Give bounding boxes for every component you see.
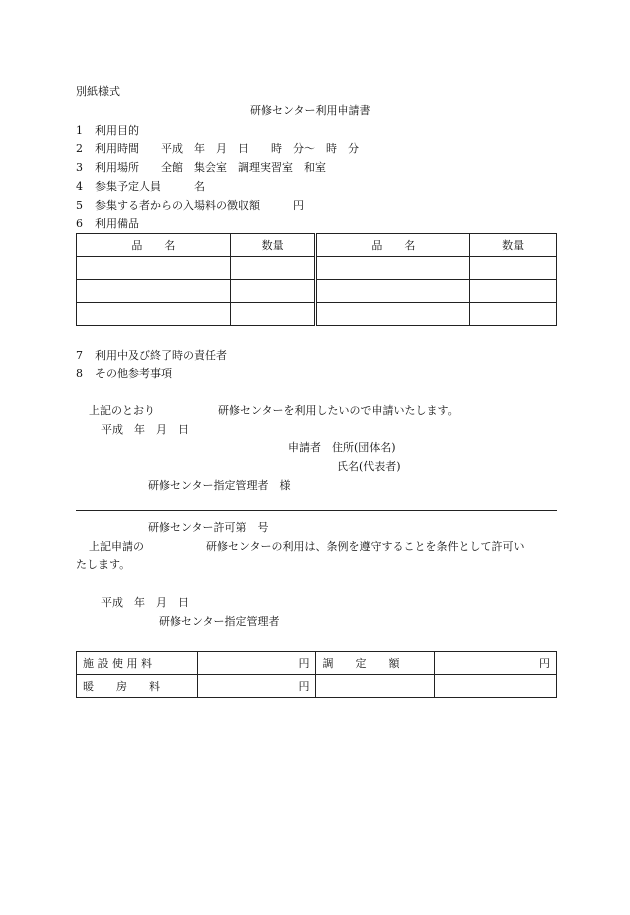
table-cell[interactable] [316, 303, 470, 326]
item-number: 1 [76, 124, 83, 137]
equipment-table [76, 233, 557, 326]
approval-statement-prefix: 上記申請の [89, 540, 144, 553]
header-quantity-2: 数量 [470, 234, 557, 257]
item-text: その他参考事項 [95, 367, 172, 380]
table-cell[interactable] [77, 303, 231, 326]
approval-date: 平成 年 月 日 [101, 596, 189, 609]
table-row [77, 280, 557, 303]
table-cell[interactable] [230, 280, 316, 303]
table-cell[interactable] [230, 303, 316, 326]
header-quantity: 数量 [230, 234, 316, 257]
header-item-name-2: 品 名 [316, 234, 470, 257]
applicant-label: 申請者 住所(団体名) [288, 441, 396, 454]
header-item-name: 品 名 [77, 234, 231, 257]
table-cell[interactable] [470, 280, 557, 303]
item-number: 5 [76, 199, 83, 212]
table-row [77, 675, 557, 698]
item-number: 7 [76, 349, 83, 362]
item-7 [76, 349, 227, 363]
heating-fee-label: 暖 房 料 [77, 675, 198, 698]
table-cell[interactable] [316, 280, 470, 303]
item-8 [76, 367, 172, 381]
item-text: 利用場所 全館 集会室 調理実習室 和室 [95, 161, 326, 174]
form-label: 別紙様式 [76, 85, 120, 98]
table-cell [435, 675, 557, 698]
approval-statement-continued: たします。 [76, 558, 131, 571]
application-statement-body: 研修センターを利用したいので申請いたします。 [218, 404, 459, 417]
application-date: 平成 年 月 日 [101, 423, 189, 436]
item-1 [76, 124, 139, 138]
item-text: 利用備品 [95, 217, 139, 230]
assessed-amount-value: 円 [435, 652, 557, 675]
item-text: 利用時間 平成 年 月 日 時 分～ 時 分 [95, 142, 359, 155]
approval-issuer: 研修センター指定管理者 [159, 615, 280, 628]
applicant-name-label: 氏名(代表者) [337, 460, 401, 473]
item-text: 参集予定人員 名 [95, 180, 205, 193]
table-row [77, 652, 557, 675]
table-row [77, 303, 557, 326]
application-statement-prefix: 上記のとおり [89, 404, 155, 417]
table-cell[interactable] [470, 257, 557, 280]
table-cell[interactable] [316, 257, 470, 280]
assessed-amount-label: 調 定 額 [316, 652, 435, 675]
application-addressee: 研修センター指定管理者 様 [148, 479, 291, 492]
table-cell[interactable] [77, 257, 231, 280]
item-6 [76, 217, 139, 231]
table-row [77, 257, 557, 280]
facility-fee-label: 施 設 使 用 料 [77, 652, 198, 675]
page-title: 研修センター利用申請書 [250, 104, 371, 117]
permit-number: 研修センター許可第 号 [148, 521, 269, 534]
item-text: 利用中及び終了時の責任者 [95, 349, 227, 362]
item-number: 2 [76, 142, 83, 155]
item-2 [76, 142, 359, 156]
facility-fee-amount: 円 [197, 652, 316, 675]
fee-table [76, 651, 557, 698]
section-divider [76, 510, 557, 511]
table-cell[interactable] [230, 257, 316, 280]
item-5 [76, 199, 304, 213]
table-header-row [77, 234, 557, 257]
item-text: 利用目的 [95, 124, 139, 137]
table-cell[interactable] [470, 303, 557, 326]
item-3 [76, 161, 326, 175]
item-number: 4 [76, 180, 83, 193]
item-number: 8 [76, 367, 83, 380]
item-number: 6 [76, 217, 83, 230]
approval-statement-body: 研修センターの利用は、条例を遵守することを条件として許可い [206, 540, 525, 553]
item-text: 参集する者からの入場料の徴収額 円 [95, 199, 304, 212]
item-number: 3 [76, 161, 83, 174]
heating-fee-amount: 円 [197, 675, 316, 698]
item-4 [76, 180, 205, 194]
table-cell[interactable] [77, 280, 231, 303]
table-cell [316, 675, 435, 698]
